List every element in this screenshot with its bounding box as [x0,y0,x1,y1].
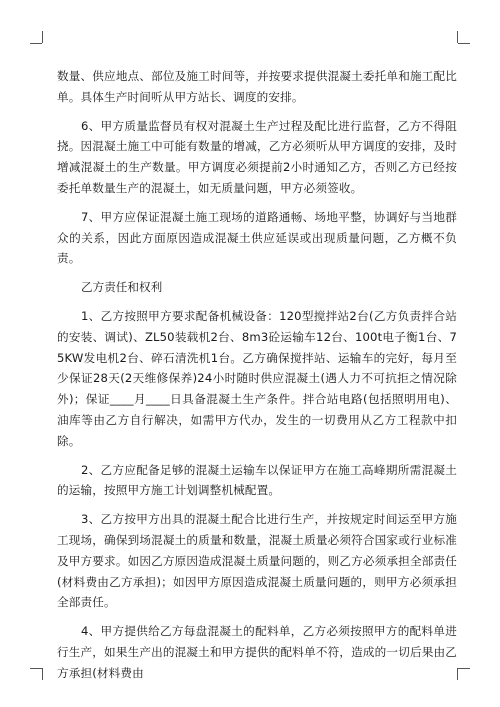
crop-mark-top-left-v [42,31,43,43]
crop-mark-bottom-left-v [42,668,43,680]
paragraph-clause-1: 1、乙方按照甲方要求配备机械设备：120型搅拌站2台(乙方负责拌合站的安装、调试)、ZL50装载机2台、8m3砼运输车12台、100t电子衡1台、75KW发电机2台、碎石清洗机1台。乙方确保搅拌站、运输车的完好，每月至少保证28天(2天维修保养)24小时随时供应混凝土(遇人力不可抗拒之情况除外)；保证____月____日具备混凝土生产条件。拌合站电路(包括照明用电)、油库等由乙方自行解决，如需甲方代办，发生的一切费用从乙方工程款中扣除。 [57,308,457,448]
paragraph-clause-3: 3、乙方按甲方出具的混凝土配合比进行生产，并按规定时间运至甲方施工现场，确保到场混凝土的质量和数量，混凝土质量必须符合国家或行业标准及甲方要求。如因乙方原因造成混凝土质量问题的，则乙方必须承担全部责任(材料费由乙方承担)；如因甲方原因造成混凝土质量问题的，则甲方必须承担全部责任。 [57,512,457,610]
paragraph-clause-6: 6、甲方质量监督员有权对混凝土生产过程及配比进行监督，乙方不得阻挠。因混凝土施工中可能有数量的增减，乙方必须听从甲方调度的安排，及时增减混凝土的生产数量。甲方调度必须提前2小时通知乙方，否则乙方已经按委托单数量生产的混凝土，如无质量问题，甲方必须签收。 [57,118,457,195]
document-body [57,66,457,692]
crop-mark-top-right-h [458,43,470,44]
paragraph-clause-7: 7、甲方应保证混凝土施工现场的道路通畅、场地平整，协调好与当地群众的关系，因此方面原因造成混凝土供应延误或出现质量问题，乙方概不负责。 [57,209,457,266]
crop-mark-bottom-left-h [30,668,42,669]
crop-mark-bottom-right-h [458,668,470,669]
paragraph-clause-2: 2、乙方应配备足够的混凝土运输车以保证甲方在施工高峰期所需混凝土的运输，按照甲方施工计划调整机械配置。 [57,462,457,498]
section-heading: 乙方责任和权利 [81,280,163,295]
crop-mark-top-left-h [30,43,42,44]
paragraph-clause-4: 4、甲方提供给乙方每盘混凝土的配料单，乙方必须按照甲方的配料单进行生产，如果生产出的混凝土和甲方提供的配料单不符，造成的一切后果由乙方承担(材料费由 [57,624,457,680]
paragraph-continuation: 数量、供应地点、部位及施工时间等，并按要求提供混凝土委托单和施工配比单。具体生产时间听从甲方站长、调度的安排。 [57,69,457,104]
crop-mark-bottom-right-v [457,668,458,680]
crop-mark-top-right-v [457,31,458,43]
